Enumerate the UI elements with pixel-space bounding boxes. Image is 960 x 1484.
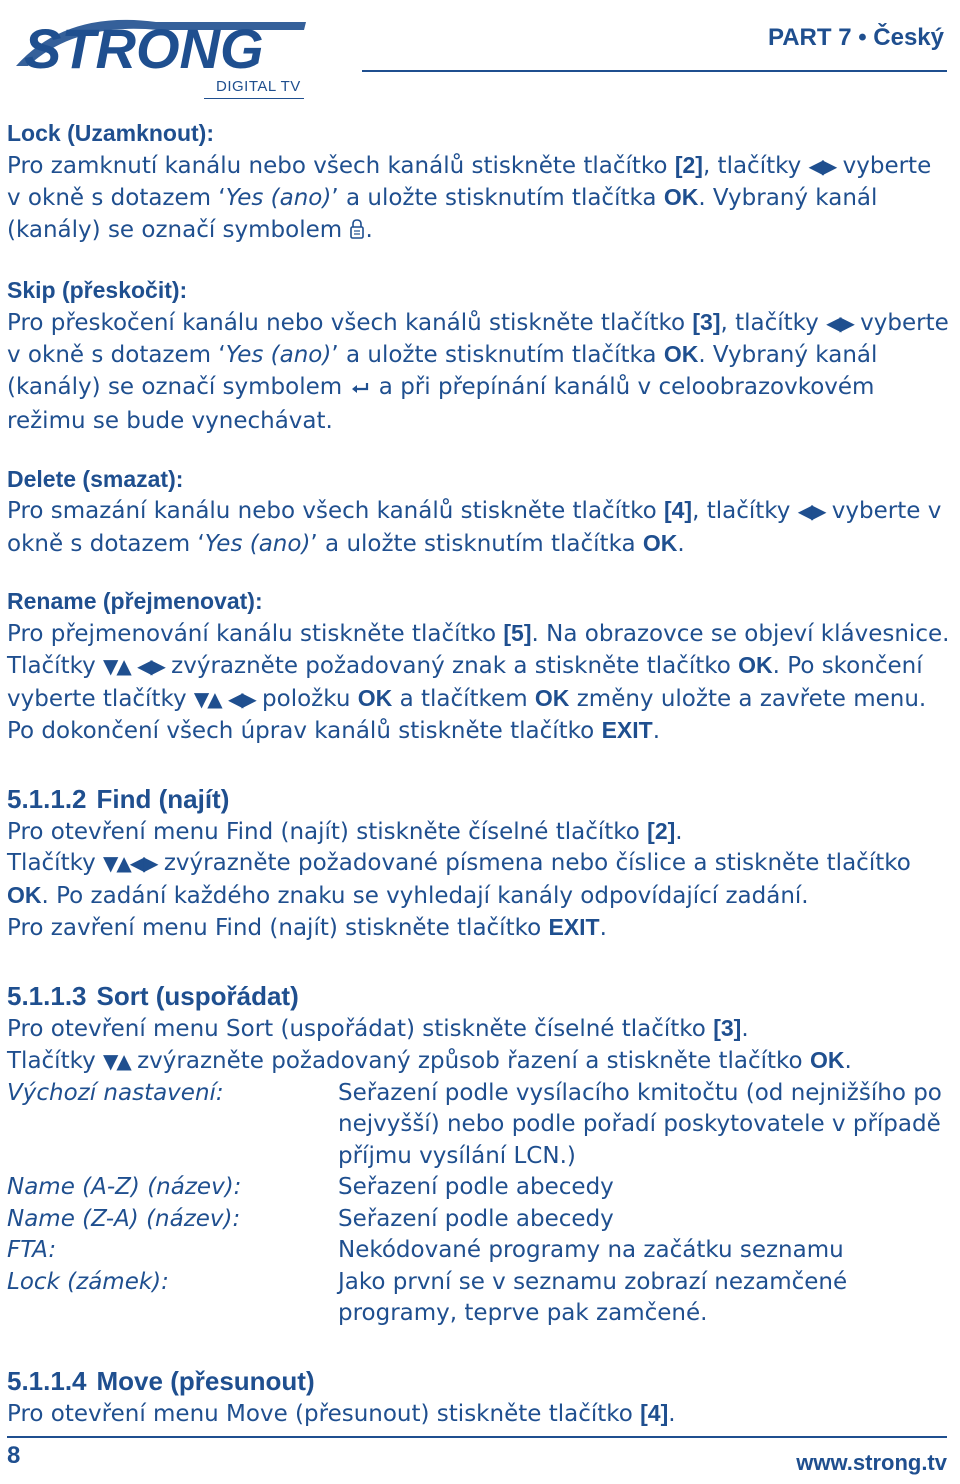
text: a tlačítkem <box>392 685 535 712</box>
delete-heading: Delete (smazat): <box>7 465 184 492</box>
sort-option-name: Name (Z-A) (název): <box>7 1205 241 1232</box>
text: . Vybraný kanál (kanály) se označí symbolem <box>7 342 878 400</box>
text: změny uložte a zavřete menu. <box>569 685 927 712</box>
left-right-arrows-icon: ◀▶ <box>137 654 164 678</box>
ok-key: OK <box>642 529 678 556</box>
page-number: 8 <box>7 1442 21 1469</box>
skip-paragraph <box>7 307 952 438</box>
up-down-arrows-icon: ▼▲ <box>193 686 221 711</box>
left-right-arrows-icon: ◀▶ <box>826 310 853 335</box>
sort-option-desc: Seřazení podle vysílacího kmitočtu (od nejnižšího po nejvyšší) nebo podle pořadí poskytovatele v případě příjmu vysílání LCN.) <box>338 1079 942 1169</box>
up-down-arrows-icon: ▼▲ <box>103 1049 130 1073</box>
sort-option-name: Výchozí nastavení: <box>7 1079 224 1106</box>
text: Pro zamknutí kanálu nebo všech kanálů stiskněte tlačítko <box>7 152 675 179</box>
part-label: PART 7 • Český <box>767 24 944 51</box>
text: zvýrazněte požadovaný způsob řazení a stiskněte tlačítko <box>129 1048 810 1074</box>
text: . Vybraný kanál (kanály) se označí symbolem <box>7 185 878 243</box>
up-down-arrows-icon: ▼▲ <box>103 654 130 678</box>
logo-subtitle: DIGITAL TV <box>216 78 301 95</box>
text: . <box>741 1015 749 1042</box>
text: . <box>668 1400 676 1427</box>
key-label: [2] <box>674 151 703 178</box>
text: ’ a uložte stisknutím tlačítka <box>310 530 643 557</box>
logo-underline <box>204 98 304 99</box>
ok-key: OK <box>809 1047 845 1073</box>
text: , tlačítky <box>702 152 809 179</box>
exit-key: EXIT <box>548 914 600 940</box>
table-row <box>7 1267 952 1330</box>
left-right-arrows-icon: ◀▶ <box>797 499 825 523</box>
sort-option-desc: Jako první se v seznamu zobrazí nezamčené programy, teprve pak zamčené. <box>338 1268 848 1326</box>
text: Pro přejmenování kanálu stiskněte tlačítko <box>7 620 504 647</box>
ok-key: OK <box>663 341 699 367</box>
key-label: [4] <box>663 497 693 523</box>
sort-option-name: FTA: <box>7 1237 57 1263</box>
text: Po dokončení všech úprav kanálů stiskněte tlačítko <box>7 718 602 744</box>
ok-key: OK <box>738 652 773 678</box>
text: . <box>652 718 660 744</box>
text: . <box>675 818 683 845</box>
find-heading <box>7 782 952 816</box>
sort-option-name: Lock (zámek): <box>7 1268 169 1295</box>
skip-return-arrow-icon <box>349 375 371 407</box>
section-number: 5.1.1.2 <box>7 783 87 814</box>
table-row <box>7 1235 952 1267</box>
text: položku <box>254 685 358 712</box>
sort-option-name: Name (A-Z) (název): <box>7 1174 242 1200</box>
text: zvýrazněte požadované písmena nebo číslice a stiskněte tlačítko <box>156 850 911 876</box>
section-number: 5.1.1.3 <box>7 980 87 1011</box>
yes-option: Yes (ano) <box>225 342 332 368</box>
key-label: [2] <box>647 817 676 844</box>
text: Tlačítky <box>7 850 104 876</box>
text: vyberte v okně s dotazem ‘ <box>7 152 932 211</box>
yes-option: Yes (ano) <box>204 530 311 557</box>
text: ’ a uložte stisknutím tlačítka <box>331 185 664 211</box>
text: . <box>677 530 685 557</box>
ok-key: OK <box>663 184 699 210</box>
text: . <box>844 1048 852 1074</box>
move-paragraph <box>7 1398 952 1431</box>
text: Pro otevření menu Move (přesunout) stiskněte tlačítko <box>7 1400 641 1427</box>
ok-key: OK <box>357 684 393 711</box>
key-label: [3] <box>692 308 721 335</box>
table-row <box>7 1204 952 1236</box>
text: Pro přeskočení kanálu nebo všech kanálů stiskněte tlačítko <box>7 309 693 336</box>
rename-heading: Rename (přejmenovat): <box>7 588 263 614</box>
ok-key: OK <box>534 684 570 711</box>
sort-heading <box>7 979 952 1013</box>
find-paragraph <box>7 816 952 945</box>
text: Pro otevření menu Find (najít) stiskněte číselné tlačítko <box>7 818 648 845</box>
table-row <box>7 1078 952 1173</box>
text: Pro smazání kanálu nebo všech kanálů stiskněte tlačítko <box>7 498 664 524</box>
skip-heading: Skip (přeskočit): <box>7 277 188 303</box>
sort-options-table <box>7 1078 952 1330</box>
footer-rule <box>7 1436 947 1438</box>
text: . Po zadání každého znaku se vyhledají kanály odpovídající zadání. <box>41 882 809 909</box>
text: vyberte v okně s dotazem ‘ <box>7 309 949 368</box>
left-right-arrows-icon: ◀▶ <box>227 686 255 711</box>
text: Pro otevření menu Sort (uspořádat) stiskněte číselné tlačítko <box>7 1015 714 1042</box>
text: . <box>365 216 373 243</box>
text: a při přepínání kanálů v celoobrazovkovém režimu se bude vynechávat. <box>7 373 875 434</box>
footer-url: www.strong.tv <box>796 1450 947 1475</box>
lock-heading: Lock (Uzamknout): <box>7 120 214 146</box>
move-heading <box>7 1364 952 1398</box>
lock-icon <box>349 218 365 250</box>
sort-option-desc: Nekódované programy na začátku seznamu <box>338 1237 844 1263</box>
text: Tlačítky <box>7 1048 104 1074</box>
header-rule <box>362 70 947 72</box>
text: . <box>599 915 607 941</box>
text: Pro zavření menu Find (najít) stiskněte tlačítko <box>7 915 549 941</box>
text: vyberte v okně s dotazem ‘ <box>7 498 942 557</box>
text: . Po skončení vyberte tlačítky <box>7 653 923 712</box>
key-label: [5] <box>503 619 532 646</box>
text: . Na obrazovce se objeví klávesnice. <box>531 620 950 647</box>
section-title: Sort (uspořádat) <box>96 980 299 1011</box>
text: , tlačítky <box>720 309 827 336</box>
four-arrows-icon: ▼▲◀▶ <box>103 851 157 875</box>
rename-paragraph <box>7 618 952 748</box>
lock-paragraph <box>7 150 952 250</box>
page-content <box>7 118 952 1430</box>
sort-paragraph <box>7 1013 952 1078</box>
sort-option-desc: Seřazení podle abecedy <box>338 1205 614 1232</box>
text: , tlačítky <box>692 498 798 524</box>
delete-paragraph <box>7 495 952 560</box>
key-label: [3] <box>713 1014 742 1041</box>
text: zvýrazněte požadovaný znak a stiskněte tlačítko <box>163 653 739 679</box>
section-title: Move (přesunout) <box>96 1365 315 1396</box>
left-right-arrows-icon: ◀▶ <box>808 153 836 178</box>
section-title: Find (najít) <box>96 783 230 814</box>
text: ’ a uložte stisknutím tlačítka <box>331 342 664 368</box>
table-row <box>7 1172 952 1204</box>
key-label: [4] <box>640 1399 669 1426</box>
ok-key: OK <box>7 881 42 908</box>
text: Tlačítky <box>7 653 104 679</box>
section-number: 5.1.1.4 <box>7 1365 87 1396</box>
exit-key: EXIT <box>601 717 653 743</box>
sort-option-desc: Seřazení podle abecedy <box>338 1174 614 1200</box>
logo-wordmark: STRONG <box>24 17 264 78</box>
yes-option: Yes (ano) <box>225 185 332 211</box>
